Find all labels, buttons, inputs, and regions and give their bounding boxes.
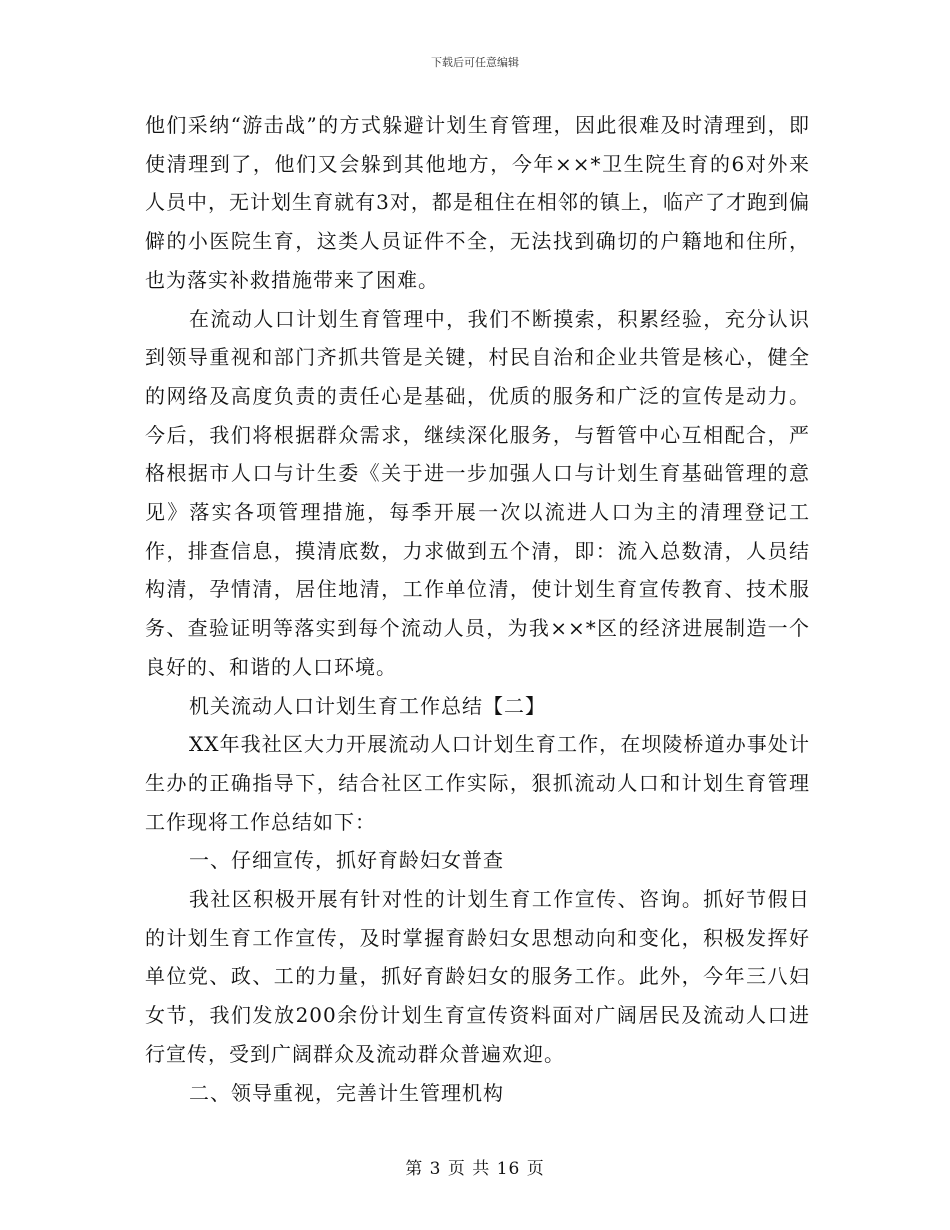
page-footer: 第 3 页 共 16 页 [405,1159,545,1179]
paragraph: 我社区积极开展有针对性的计划生育工作宣传、咨询。抓好节假日的计划生育工作宣传，及时掌握育龄妇女思想动向和变化，积极发挥好单位党、政、工的力量，抓好育龄妇女的服务工作。此外，今年三八妇女节，我们发放200余份计划生育宣传资料面对广阔居民及流动人口进行宣传，受到广阔群众及流动群众普遍欢迎。 [145,887,810,1066]
subheading: 二、领导重视，完善计生管理机构 [189,1080,504,1105]
paragraph-continuation: 他们采纳“游击战”的方式躲避计划生育管理，因此很难及时清理到，即使清理到了，他们又会躲到其他地方，今年××*卫生院生育的6对外来人员中，无计划生育就有3对，都是租住在相邻的镇上，临产了才跑到偏僻的小医院生育，这类人员证件不全，无法找到确切的户籍地和住所，也为落实补救措施带来了困难。 [145,113,810,292]
paragraph: XX年我社区大力开展流动人口计划生育工作，在坝陵桥道办事处计生办的正确指导下，结合社区工作实际，狠抓流动人口和计划生育管理工作现将工作总结如下： [145,732,810,834]
document-body [145,106,810,1112]
page-header: 下载后可任意编辑 [431,56,519,69]
paragraph: 在流动人口计划生育管理中，我们不断摸索，积累经验，充分认识到领导重视和部门齐抓共管是关键，村民自治和企业共管是核心，健全的网络及高度负责的责任心是基础，优质的服务和广泛的宣传是动力。今后，我们将根据群众需求，继续深化服务，与暂管中心互相配合，严格根据市人口与计生委《关于进一步加强人口与计划生育基础管理的意见》落实各项管理措施，每季开展一次以流进人口为主的清理登记工作，排查信息，摸清底数，力求做到五个清，即：流入总数清，人员结构清，孕情清，居住地清，工作单位清，使计划生育宣传教育、技术服务、查验证明等落实到每个流动人员，为我××*区的经济进展制造一个良好的、和谐的人口环境。 [145,306,810,679]
subheading: 一、仔细宣传，抓好育龄妇女普查 [189,848,504,873]
section-title: 机关流动人口计划生育工作总结【二】 [189,693,546,718]
